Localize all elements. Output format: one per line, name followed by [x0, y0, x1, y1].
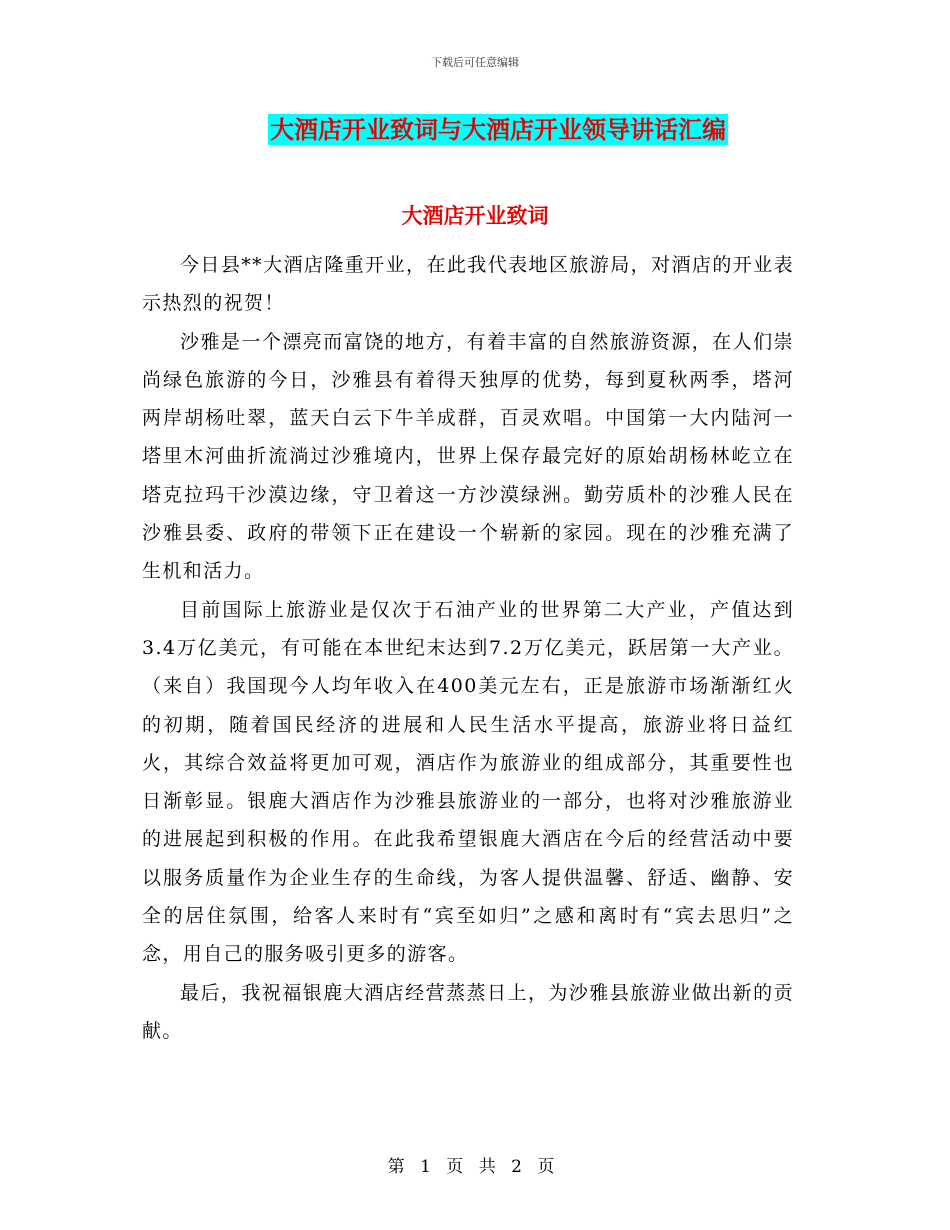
footer-mid1: 页 [446, 1157, 466, 1177]
paragraph-4: 最后，我祝福银鹿大酒店经营蒸蒸日上，为沙雅县旅游业做出新的贡献。 [142, 981, 794, 1042]
footer-total-prefix: 共 [478, 1157, 498, 1177]
footer-mid2: 页 [537, 1157, 557, 1177]
main-title-text: 大酒店开业致词与大酒店开业领导讲话汇编 [270, 115, 726, 144]
header-note: 下载后可任意编辑 [431, 56, 519, 69]
section-title: 大酒店开业致词 [401, 203, 549, 228]
paragraph-1: 今日县**大酒店隆重开业，在此我代表地区旅游局，对酒店的开业表示热烈的祝贺！ [142, 254, 794, 315]
paragraph-3: 目前国际上旅游业是仅次于石油产业的世界第二大产业，产值达到3.4万亿美元，有可能在本世纪末达到7.2万亿美元，跃居第一大产业。（来自）我国现今人均年收入在400美元左右，正是旅游市场渐渐红火的初期，随着国民经济的进展和人民生活水平提高，旅游业将日益红火，其综合效益将更加可观，酒店作为旅游业的组成部分，其重要性也日渐彰显。银鹿大酒店作为沙雅县旅游业的一部分，也将对沙雅旅游业的进展起到积极的作用。在此我希望银鹿大酒店在今后的经营活动中要以服务质量作为企业生存的生命线，为客人提供温馨、舒适、幽静、安全的居住氛围，给客人来时有“宾至如归”之感和离时有“宾去思归”之念，用自己的服务吸引更多的游客。 [142, 598, 794, 966]
footer-prefix: 第 [387, 1157, 407, 1177]
body-text [142, 246, 794, 1050]
footer-page-total: 2 [511, 1157, 524, 1177]
main-title [0, 114, 950, 146]
page-footer [0, 1152, 950, 1177]
paragraph-2: 沙雅是一个漂亮而富饶的地方，有着丰富的自然旅游资源，在人们崇尚绿色旅游的今日，沙雅县有着得天独厚的优势，每到夏秋两季，塔河两岸胡杨吐翠，蓝天白云下牛羊成群，百灵欢唱。中国第一大内陆河一塔里木河曲折流淌过沙雅境内，世界上保存最完好的原始胡杨林屹立在塔克拉玛干沙漠边缘，守卫着这一方沙漠绿洲。勤劳质朴的沙雅人民在沙雅县委、政府的带领下正在建设一个崭新的家园。现在的沙雅充满了生机和活力。 [142, 330, 794, 583]
footer-page-current: 1 [420, 1157, 433, 1177]
